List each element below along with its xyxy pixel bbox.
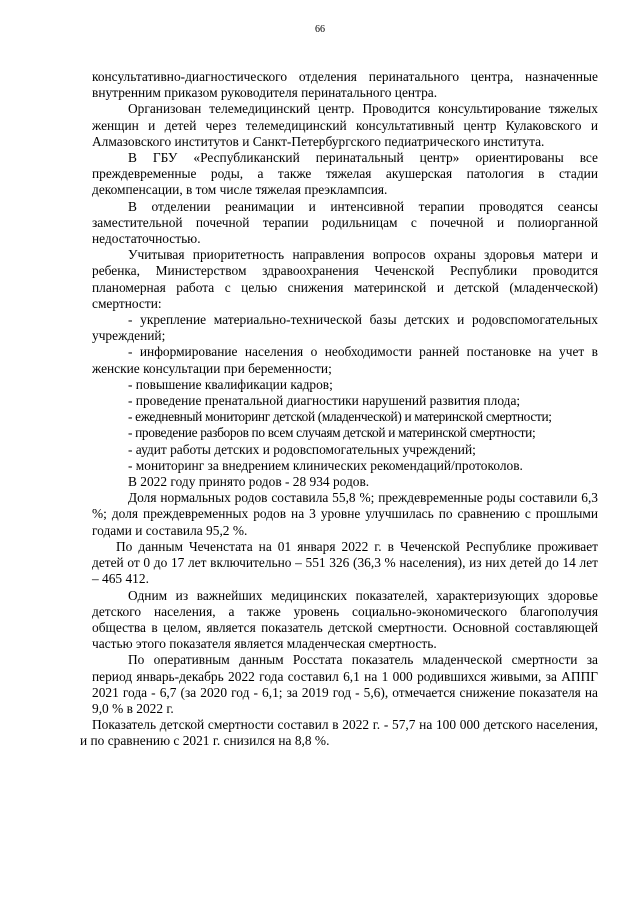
page-number: 66 (315, 24, 325, 35)
list-item: - информирование населения о необходимости ранней постановке на учет в женские консультации при беременности; (92, 344, 598, 376)
paragraph-births-share: Доля нормальных родов составила 55,8 %; преждевременные роды составили 6,3 %; доля преждевременных родов на 3 уровне улучшилась по сравнению с прошлыми годами и составила 95,2 %. (92, 490, 598, 538)
list-item: - ежедневный мониторинг детской (младенческой) и материнской смертности; (128, 409, 552, 425)
paragraph-telemedicine: Организован телемедицинский центр. Проводится консультирование тяжелых женщин и детей через телемедицинский консультативный центр Кулаковского и Алмазовского институтов и Санкт-Петербургского педиатрического института. (92, 101, 598, 149)
paragraph-child-mortality-intro: Одним из важнейших медицинских показателей, характеризующих здоровье детского населения, а также уровень социально-экономического благополучия общества в целом, является показатель детской смертности. Основной составляющей частью этого показателя является младенческая смертность. (92, 587, 598, 652)
list-item: - мониторинг за внедрением клинических рекомендаций/протоколов. (128, 457, 523, 473)
paragraph-child-mortality-rate: Показатель детской смертности составил в 2022 г. - 57,7 на 100 000 детского населения, и по сравнению с 2021 г. снизился на 8,8 %. (80, 717, 598, 749)
list-item: - проведение пренатальной диагностики нарушений развития плода; (128, 393, 521, 409)
paragraph-priority: Учитывая приоритетность направления вопросов охраны здоровья матери и ребенка, Министерством здравоохранения Чеченской Республики проводится планомерная работа с целью снижения материнской и детской (младенческой) смертности: (92, 247, 598, 311)
list-item: - повышение квалификации кадров; (128, 376, 333, 392)
paragraph-perinatal-center: В ГБУ «Республиканский перинатальный центр» ориентированы все преждевременные роды, а также тяжелая акушерская патология в стадии декомпенсации, в том числе тяжелая преэклампсия. (92, 150, 598, 198)
document-body (80, 69, 598, 750)
paragraph-population: По данным Чеченстата на 01 января 2022 г. в Чеченской Республике проживает детей от 0 до 17 лет включительно – 551 326 (36,3 % населения), из них детей до 14 лет – 465 412. (92, 538, 598, 587)
paragraph-icu: В отделении реанимации и интенсивной терапии проводятся сеансы заместительной почечной терапии родильницам с почечной и полиорганной недостаточностью. (92, 198, 598, 247)
list-item: - проведение разборов по всем случаям детской и материнской смертности; (128, 425, 536, 441)
list-item: - укрепление материально-технической базы детских и родовспомогательных учреждений; (92, 312, 598, 344)
paragraph-continuation: консультативно-диагностического отделения перинатального центра, назначенные внутренним приказом руководителя перинатального центра. (92, 69, 598, 101)
paragraph-infant-mortality: По оперативным данным Росстата показатель младенческой смертности за период январь-декабрь 2022 года составил 6,1 на 1 000 родившихся живыми, за АППГ 2021 года - 6,7 (за 2020 год - 6,1; за 2019 год - 5,6), отмечается снижение показателя на 9,0 % в 2022 г. (92, 652, 598, 716)
paragraph-births: В 2022 году принято родов - 28 934 родов. (128, 474, 370, 490)
list-item: - аудит работы детских и родовспомогательных учреждений; (128, 441, 476, 457)
